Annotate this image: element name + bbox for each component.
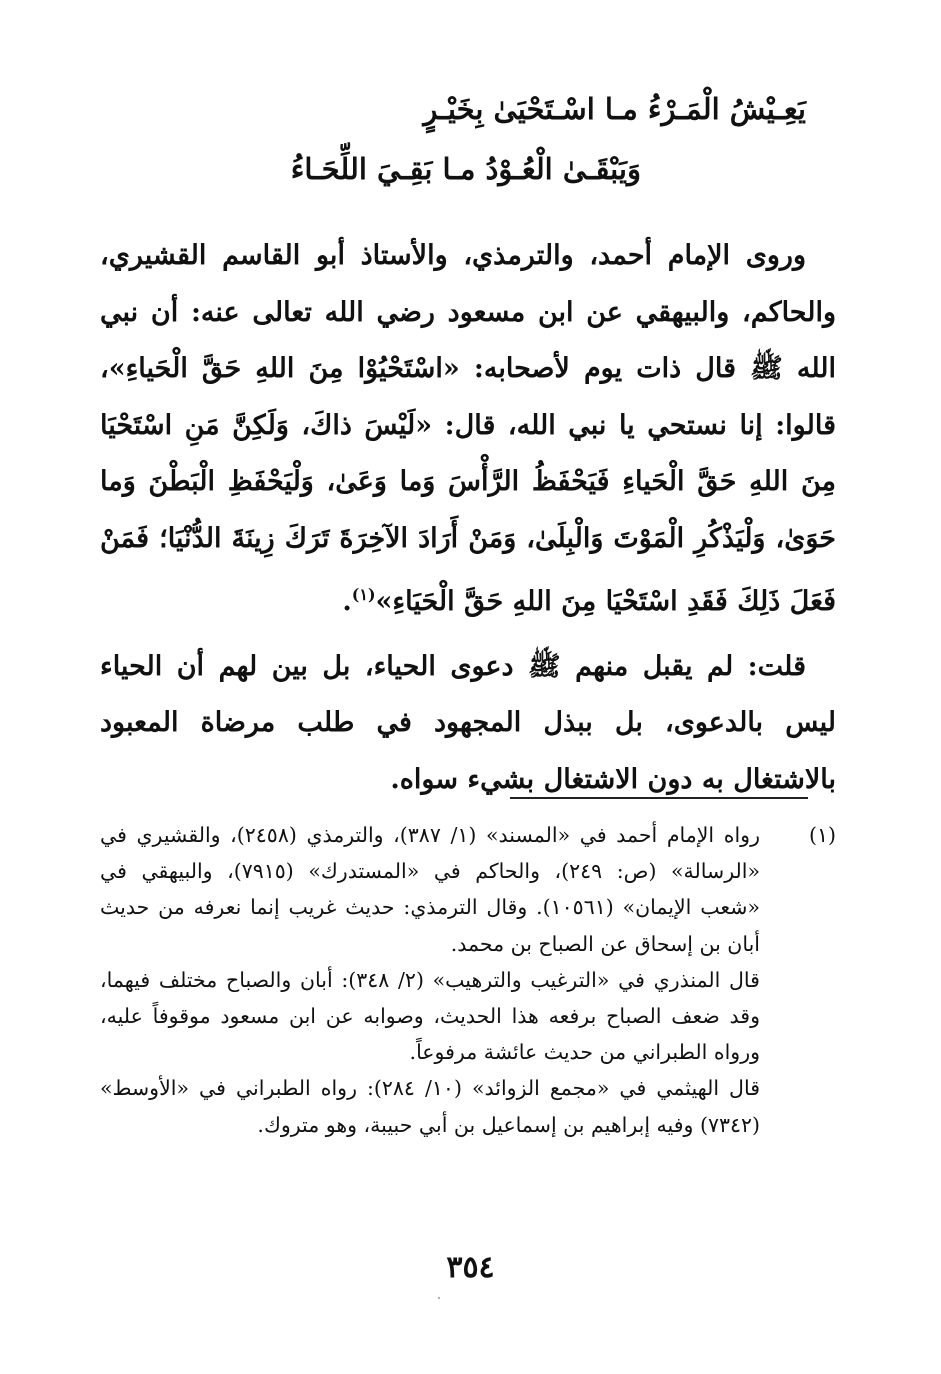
footnote-1 bbox=[100, 817, 836, 962]
main-text bbox=[100, 228, 836, 808]
footnotes bbox=[100, 817, 836, 1143]
footnote-divider bbox=[510, 797, 808, 799]
paragraph-commentary: قلت: لم يقبل منهم ﷺ دعوى الحياء، بل بين لهم أن الحياء ليس بالدعوى، بل ببذل المجهود في طلب مرضاة المعبود بالاشتغال به دون الاشتغال بشيء سواه. bbox=[100, 650, 836, 795]
footnote-text-1: رواه الإمام أحمد في «المسند» (١/ ٣٨٧)، والترمذي (٢٤٥٨)، والقشيري في «الرسالة» (ص: ٢٤٩)، والحاكم في «المستدرك» (٧٩١٥)، والبيهقي في «شعب الإيمان» (١٠٥٦١). وقال الترمذي: حديث غريب إنما نعرفه من حديث أبان بن إسحاق عن الصباح بن محمد. bbox=[100, 823, 761, 956]
page-number: ٣٥٤ bbox=[446, 1250, 495, 1285]
footnote-number: (١) bbox=[808, 823, 836, 847]
footnote-text-2: قال المنذري في «الترغيب والترهيب» (٢/ ٣٤٨): أبان والصباح مختلف فيهما، وقد ضعف الصباح برفعه هذا الحديث، وصوابه عن ابن مسعود موقوفاً عليه، ورواه الطبراني من حديث عائشة مرفوعاً. bbox=[100, 967, 760, 1065]
poem-verse-1: يَعِـيْشُ الْمَـرْءُ مـا اسْـتَحْيَىٰ بِخَيْـرٍ bbox=[423, 92, 806, 126]
footnote-1-continued-a bbox=[100, 962, 836, 1071]
footnote-reference: (١) bbox=[351, 585, 376, 604]
footnote-text-3: قال الهيثمي في «مجمع الزوائد» (١٠/ ٢٨٤): رواه الطبراني في «الأوسط» (٧٣٤٢) وفيه إبراهيم بن إسماعيل بن أبي حبيبة، وهو متروك. bbox=[100, 1076, 760, 1137]
poem-verse-2: وَيَبْقَـىٰ الْعُـوْدُ مـا بَقِـيَ اللِّحَـاءُ bbox=[290, 152, 641, 186]
footnote-1-continued-b bbox=[100, 1070, 836, 1142]
print-speck bbox=[438, 1297, 440, 1299]
paragraph-hadith bbox=[100, 228, 836, 631]
paragraph-hadith-end: . bbox=[342, 586, 352, 617]
paragraph-hadith-text: وروى الإمام أحمد، والترمذي، والأستاذ أبو القاسم القشيري، والحاكم، والبيهقي عن ابن مسعود رضي الله تعالى عنه: أن نبي الله ﷺ قال ذات يوم لأصحابه: «اسْتَحْيُوْا مِنَ اللهِ حَقَّ الْحَياءِ»، قالوا: إنا نستحي يا نبي الله، قال: «لَيْسَ ذاكَ، وَلَكِنَّ مَنِ اسْتَحْيَا مِنَ اللهِ حَقَّ الْحَياءِ فَيَحْفَظُ الرَّأْسَ وَما وَعَىٰ، وَلْيَحْفَظِ الْبَطْنَ وَما حَوَىٰ، وَلْيَذْكُرِ الْمَوْتَ وَالْبِلَىٰ، وَمَنْ أَرَادَ الآخِرَةَ تَرَكَ زِينَةَ الدُّنْيَا؛ فَمَنْ فَعَلَ ذَلِكَ فَقَدِ اسْتَحْيَا مِنَ اللهِ حَقَّ الْحَيَاءِ» bbox=[100, 240, 837, 617]
